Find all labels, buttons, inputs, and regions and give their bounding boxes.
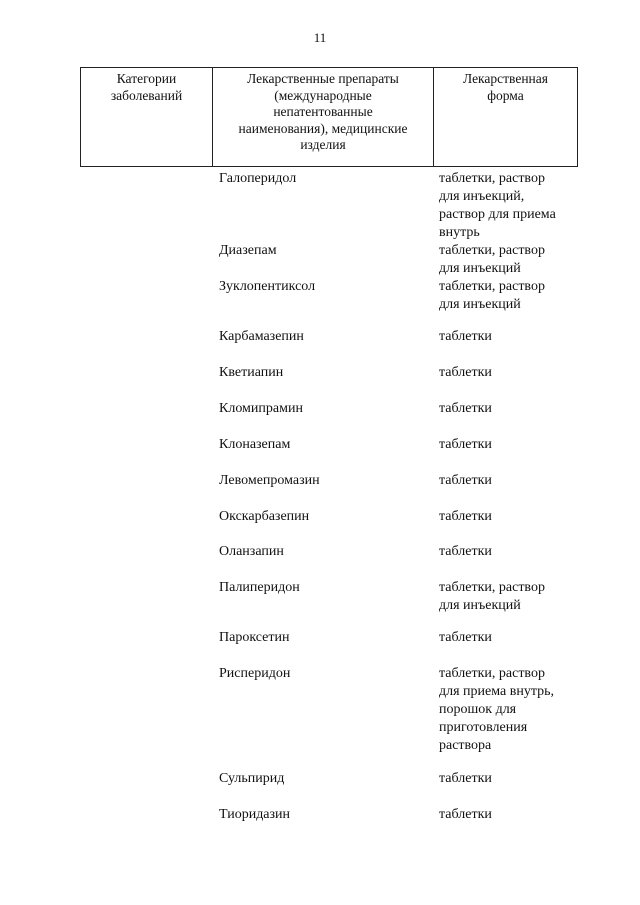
drug-name: Кломипрамин [219,401,303,416]
dosage-form [439,400,579,418]
header-line: Категории [116,71,177,86]
dosage-form [439,328,579,346]
header-line: наименования), медицинские [238,120,408,136]
header-form [434,68,577,166]
form-line: для инъекций [439,598,521,613]
drug-name: Рисперидон [219,666,291,681]
header-line: Лекарственные препараты [247,71,399,86]
header-line: заболеваний [110,87,183,103]
form-line: для инъекций [439,261,521,276]
form-line: таблетки, раствор [439,666,545,681]
form-line: таблетки [439,630,492,645]
drug-name: Сульпирид [219,771,285,786]
header-categories [81,68,213,166]
dosage-form [439,770,579,788]
form-line: внутрь [439,225,480,240]
drug-name: Оланзапин [219,544,284,559]
dosage-form [439,364,579,382]
header-drugs [213,68,434,166]
form-line: таблетки [439,509,492,524]
page-number: 11 [313,30,327,45]
dosage-form [439,629,579,647]
form-line: таблетки [439,771,492,786]
dosage-form [439,806,579,824]
drug-name: Зуклопентиксол [219,279,316,294]
dosage-form [439,665,579,755]
form-line: для инъекций [439,297,521,312]
drug-name: Клоназепам [219,437,291,452]
form-line: таблетки [439,365,492,380]
form-line: таблетки [439,807,492,822]
dosage-form [439,472,579,490]
header-line: форма [487,87,524,103]
form-line: раствор для приема [439,207,556,222]
drug-name: Галоперидол [219,171,297,186]
dosage-form [439,436,579,454]
drug-name: Карбамазепин [219,329,304,344]
form-line: таблетки [439,437,492,452]
drug-name: Кветиапин [219,365,284,380]
form-line: таблетки, раствор [439,279,545,294]
header-line: Лекарственная [463,71,548,86]
drug-name: Тиоридазин [219,807,291,822]
form-line: таблетки [439,473,492,488]
form-line: таблетки, раствор [439,580,545,595]
form-line: приготовления [439,720,528,735]
dosage-form [439,543,579,561]
dosage-form [439,170,579,242]
header-line: (международные [274,87,372,103]
drug-name: Пароксетин [219,630,290,645]
dosage-form [439,579,579,615]
dosage-form [439,508,579,526]
header-line: изделия [300,137,346,152]
dosage-form [439,242,579,278]
dosage-form [439,278,579,314]
form-line: порошок для [439,702,517,717]
table-header [80,67,578,167]
form-line: таблетки, раствор [439,243,545,258]
form-line: таблетки [439,329,492,344]
header-line: непатентованные [273,104,373,119]
drug-name: Левомепромазин [219,473,320,488]
form-line: раствора [439,738,492,753]
drug-name: Палиперидон [219,580,300,595]
drug-name: Окскарбазепин [219,509,310,524]
drug-name: Диазепам [219,243,277,258]
form-line: для приема внутрь, [439,684,555,699]
form-line: таблетки [439,401,492,416]
form-line: для инъекций, [439,189,525,204]
form-line: таблетки [439,544,492,559]
form-line: таблетки, раствор [439,171,545,186]
